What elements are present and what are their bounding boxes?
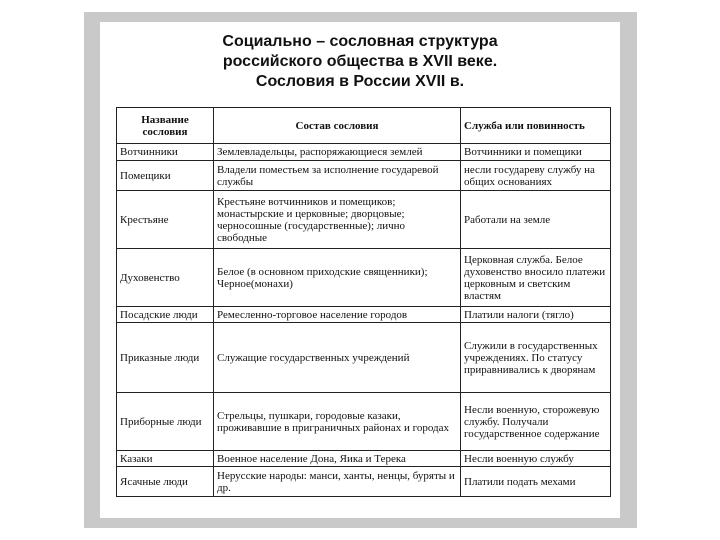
table-row [117,451,611,467]
cell-duty: Несли военную, сторожевую службу. Получали государственное содержание [461,393,611,451]
cell-composition: Крестьяне вотчинников и помещиков; монастырские и церковные; дворцовые; черносошные (государственные); лично свободные [214,191,461,249]
table-row [117,307,611,323]
cell-composition: Землевладельцы, распоряжающиеся землей [214,144,461,161]
table-row [117,144,611,161]
header-duty: Служба или повинность [461,108,611,144]
title-line-2: российского общества в XVII веке. [222,53,498,70]
estates-table [116,107,611,497]
cell-composition: Ремесленно-торговое население городов [214,307,461,323]
cell-name: Крестьяне [117,191,214,249]
document-page [100,22,620,518]
cell-composition: Стрельцы, пушкари, городовые казаки, проживавшие в приграничных районах и городах [214,393,461,451]
table-row [117,323,611,393]
cell-composition: Владели поместьем за исполнение государевой службы [214,161,461,191]
cell-composition: Нерусские народы: манси, ханты, ненцы, буряты и др. [214,467,461,497]
header-composition: Состав сословия [214,108,461,144]
cell-duty: Несли военную службу [461,451,611,467]
cell-duty: Церковная служба. Белое духовенство вносило платежи церковным и светским властям [461,249,611,307]
cell-composition: Военное население Дона, Яика и Терека [214,451,461,467]
cell-name: Посадские люди [117,307,214,323]
title-line-3: Сословия в России XVII в. [255,73,465,90]
cell-duty: Платили налоги (тягло) [461,307,611,323]
cell-duty: Платили подать мехами [461,467,611,497]
cell-composition: Белое (в основном приходские священники); Черное(монахи) [214,249,461,307]
cell-composition: Служащие государственных учреждений [214,323,461,393]
cell-name: Казаки [117,451,214,467]
table-row [117,191,611,249]
cell-name: Приборные люди [117,393,214,451]
cell-name: Ясачные люди [117,467,214,497]
table-row [117,393,611,451]
header-row [117,108,611,144]
title-line-1: Социально – сословная структура [222,33,498,50]
table-row [117,249,611,307]
cell-name: Помещики [117,161,214,191]
cell-duty: Служили в государственных учреждениях. По статусу приравнивались к дворянам [461,323,611,393]
cell-duty: Работали на земле [461,191,611,249]
cell-duty: несли государеву службу на общих основаниях [461,161,611,191]
header-name: Название сословия [117,108,214,144]
document-title [100,32,620,92]
cell-duty: Вотчинники и помещики [461,144,611,161]
table-row [117,467,611,497]
table-row [117,161,611,191]
cell-name: Духовенство [117,249,214,307]
cell-name: Вотчинники [117,144,214,161]
cell-name: Приказные люди [117,323,214,393]
